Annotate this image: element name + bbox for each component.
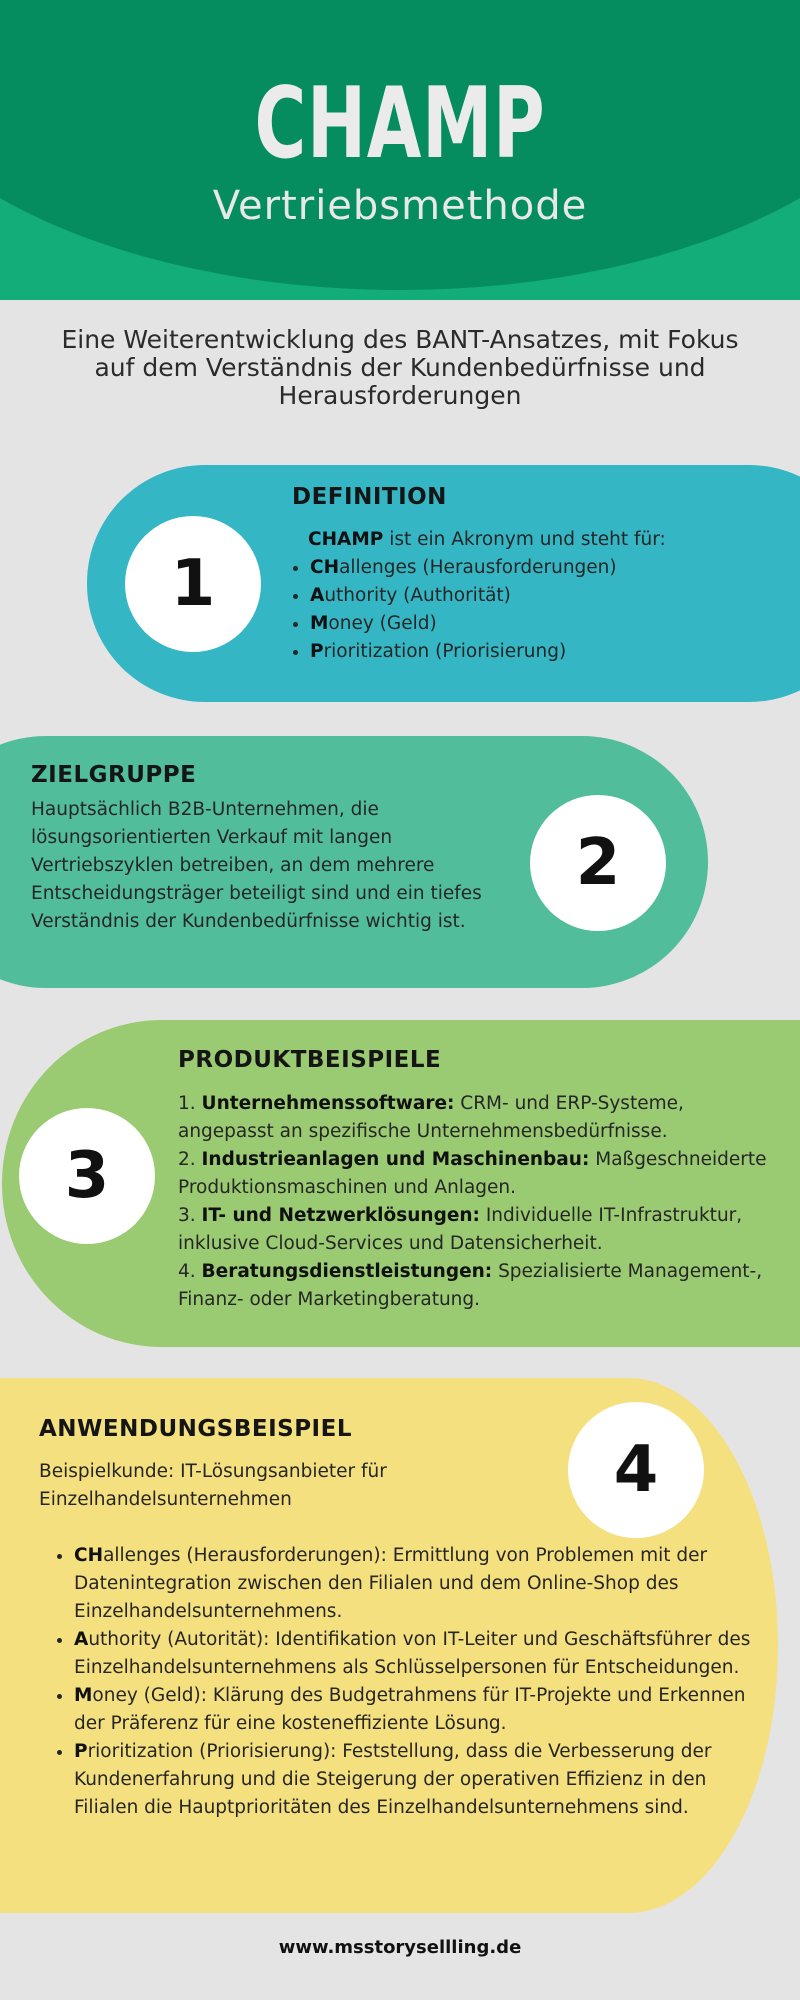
list-item-text: uthority (Autorität): Identifikation von IT-Leiter und Geschäftsführer des Einzelhandelsunternehmens als Schlüsselpersonen für Entscheidungen. <box>74 1629 751 1678</box>
list-item-number: 1. <box>178 1093 202 1114</box>
list-item <box>178 1146 778 1202</box>
zielgruppe-text: Hauptsächlich B2B-Unternehmen, die lösungsorientierten Verkauf mit langen Vertriebszyklen betreiben, an dem mehrere Entscheidungsträger beteiligt sind und ein tiefes Verständnis der Kundenbedürfnisse wichtig ist. <box>31 799 482 932</box>
definition-lead-rest: ist ein Akronym und steht für: <box>383 529 666 550</box>
list-item-bold: M <box>74 1685 93 1706</box>
list-item-bold: CH <box>310 557 340 578</box>
list-item-text: rioritization (Priorisierung) <box>323 641 567 662</box>
list-item <box>74 1682 764 1738</box>
list-item-bold: CH <box>74 1545 104 1566</box>
list-item <box>310 638 770 666</box>
list-item-bold: IT- und Netzwerklösungen: <box>201 1205 480 1226</box>
produktbeispiele-list <box>178 1090 778 1314</box>
list-item <box>74 1542 764 1626</box>
definition-lead-bold: CHAMP <box>308 529 384 550</box>
list-item-text: Spezialisierte Management-, Finanz- oder Marketingberatung. <box>178 1261 763 1310</box>
list-item-bold: Unternehmenssoftware: <box>201 1093 455 1114</box>
list-item <box>310 554 770 582</box>
list-item-text: oney (Geld): Klärung des Budgetrahmens für IT-Projekte und Erkennen der Präferenz für eine kosteneffiziente Lösung. <box>74 1685 746 1734</box>
list-item-bold: Industrieanlagen und Maschinenbau: <box>201 1149 590 1170</box>
list-item <box>310 610 770 638</box>
list-item <box>178 1090 778 1146</box>
list-item <box>178 1202 778 1258</box>
definition-list <box>288 554 770 666</box>
list-item-bold: A <box>310 585 325 606</box>
list-item-bold: P <box>310 641 324 662</box>
list-item <box>310 582 770 610</box>
section-number-2: 2 <box>530 795 666 931</box>
list-item <box>74 1626 764 1682</box>
list-item-bold: A <box>74 1629 89 1650</box>
list-item-bold: Beratungsdienstleistungen: <box>201 1261 493 1282</box>
list-item-bold: P <box>74 1741 88 1762</box>
list-item-text: oney (Geld) <box>328 613 437 634</box>
zielgruppe-heading: ZIELGRUPPE <box>31 762 197 788</box>
list-item <box>178 1258 778 1314</box>
list-item <box>74 1738 764 1822</box>
list-item-text: uthority (Authorität) <box>324 585 511 606</box>
definition-heading: DEFINITION <box>292 484 447 510</box>
definition-lead <box>308 526 748 554</box>
list-item-text: allenges (Herausforderungen): Ermittlung von Problemen mit der Datenintegration zwischen den Filialen und dem Online-Shop des Einzelhandelsunternehmens. <box>74 1545 708 1622</box>
section-number-4: 4 <box>568 1402 704 1538</box>
page-title: CHAMP <box>254 67 546 181</box>
list-item-text: Maßgeschneiderte Produktionsmaschinen und Anlagen. <box>178 1149 767 1198</box>
list-item-text: allenges (Herausforderungen) <box>339 557 617 578</box>
anwendungsbeispiel-heading: ANWENDUNGSBEISPIEL <box>39 1416 352 1442</box>
intro-text: Eine Weiterentwicklung des BANT-Ansatzes, mit Fokus auf dem Verständnis der Kundenbedürfnisse und Herausforderungen <box>61 325 739 410</box>
anwendungsbeispiel-list <box>52 1542 764 1822</box>
list-item-text: Individuelle IT-Infrastruktur, inklusive Cloud-Services und Datensicherheit. <box>178 1205 743 1254</box>
list-item-number: 4. <box>178 1261 202 1282</box>
list-item-number: 3. <box>178 1205 202 1226</box>
list-item-number: 2. <box>178 1149 202 1170</box>
footer-website[interactable]: www.msstorysellling.de <box>278 1937 522 1958</box>
list-item-text: CRM- und ERP-Systeme, angepasst an spezifische Unternehmensbedürfnisse. <box>178 1093 684 1142</box>
page-subtitle: Vertriebsmethode <box>212 183 588 229</box>
produktbeispiele-heading: PRODUKTBEISPIELE <box>178 1047 442 1073</box>
anwendungsbeispiel-lead: Beispielkunde: IT-Lösungsanbieter für Einzelhandelsunternehmen <box>39 1461 387 1510</box>
list-item-bold: M <box>310 613 329 634</box>
list-item-text: rioritization (Priorisierung): Feststellung, dass die Verbesserung der Kundenerfahrung und die Steigerung der operativen Effizienz in den Filialen die Hauptprioritäten des Einzelhandelsunternehmens sind. <box>74 1741 712 1818</box>
section-number-3: 3 <box>19 1108 155 1244</box>
section-number-1: 1 <box>125 516 261 652</box>
